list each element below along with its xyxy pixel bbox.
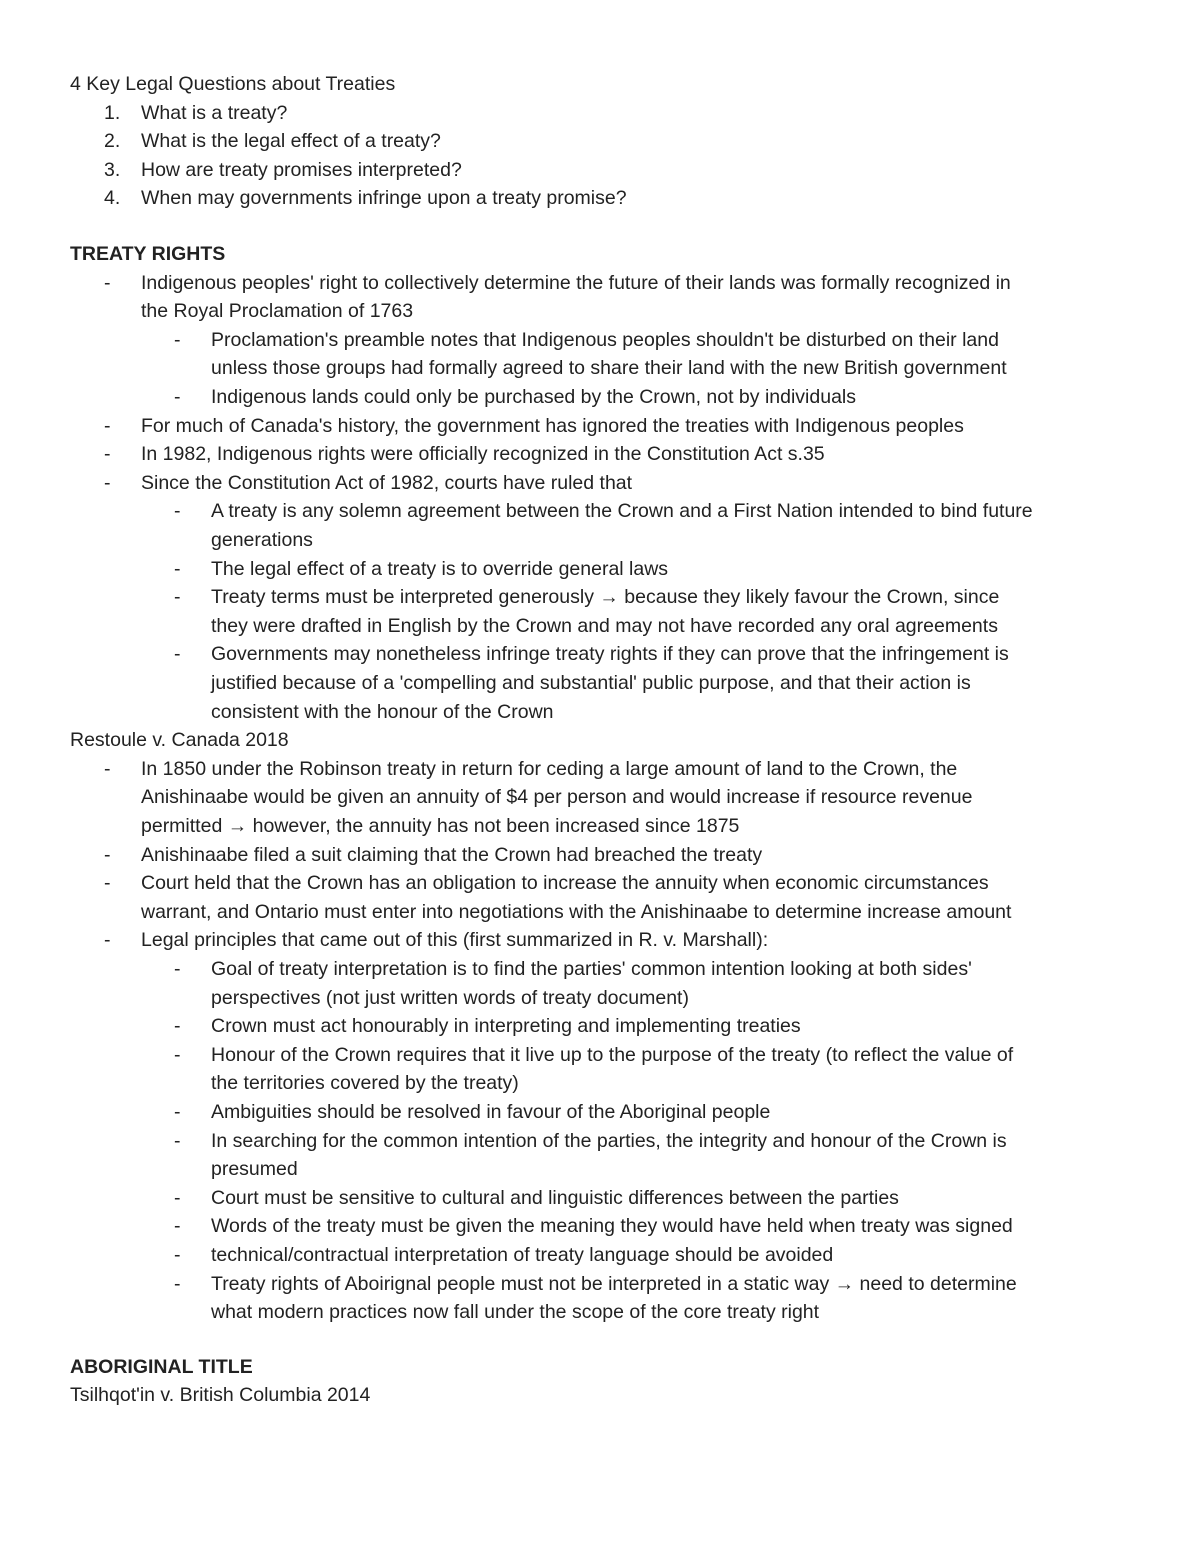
sub-bullet-dash: - [174, 643, 181, 666]
sub-bullet-dash: - [174, 1244, 181, 1266]
sub-bullet-text: A treaty is any solemn agreement between the Crown and a First Nation intended to bind future [211, 500, 1033, 523]
case-heading-tsilhqotin: Tsilhqot'in v. British Columbia 2014 [70, 1384, 371, 1407]
sub-bullet-text: presumed [211, 1158, 298, 1181]
sub-bullet-dash: - [174, 386, 181, 408]
list-number: 1. [104, 101, 121, 124]
sub-bullet-dash: - [174, 1015, 181, 1038]
bullet-text: Since the Constitution Act of 1982, courts have ruled that [141, 471, 633, 494]
sub-bullet-text: Ambiguities should be resolved in favour of the Aboriginal people [211, 1101, 771, 1123]
bullet-text: In 1982, Indigenous rights were officially recognized in the Constitution Act s.35 [141, 443, 825, 466]
bullet-text: For much of Canada's history, the government has ignored the treaties with Indigenous peoples [141, 414, 964, 437]
sub-bullet-text: Words of the treaty must be given the meaning they would have held when treaty was signed [211, 1215, 1013, 1238]
sub-bullet-dash: - [174, 1215, 181, 1238]
question-text: When may governments infringe upon a treaty promise? [141, 187, 627, 210]
bullet-text: warrant, and Ontario must enter into negotiations with the Anishinaabe to determine increase amount [141, 900, 1012, 923]
bullet-dash: - [104, 843, 111, 866]
bullet-text: permitted → however, the annuity has not been increased since 1875 [141, 815, 740, 837]
sub-bullet-dash: - [174, 328, 181, 351]
sub-bullet-text: consistent with the honour of the Crown [211, 700, 554, 723]
sub-bullet-dash: - [174, 1101, 181, 1123]
bullet-dash: - [104, 443, 111, 466]
question-text: What is a treaty? [141, 101, 288, 124]
section-heading-treaty-rights: TREATY RIGHTS [70, 243, 226, 265]
question-text: How are treaty promises interpreted? [141, 158, 462, 181]
sub-bullet-dash: - [174, 557, 181, 580]
sub-bullet-text: they were drafted in English by the Crown and may not have recorded any oral agreements [211, 614, 998, 637]
section-heading-aboriginal-title: ABORIGINAL TITLE [70, 1355, 253, 1378]
sub-bullet-dash: - [174, 586, 181, 609]
bullet-text: Anishinaabe would be given an annuity of $4 per person and would increase if resource revenue [141, 786, 973, 809]
bullet-dash: - [104, 872, 111, 895]
sub-bullet-dash: - [174, 1129, 181, 1152]
sub-bullet-text: Court must be sensitive to cultural and linguistic differences between the parties [211, 1186, 899, 1209]
sub-bullet-text: the territories covered by the treaty) [211, 1072, 519, 1095]
bullet-text: Court held that the Crown has an obligation to increase the annuity when economic circumstances [141, 872, 989, 895]
sub-bullet-text: technical/contractual interpretation of treaty language should be avoided [211, 1244, 834, 1266]
bullet-text: Indigenous peoples' right to collectively determine the future of their lands was formally recognized in [141, 271, 1011, 294]
bullet-dash: - [104, 414, 111, 437]
sub-bullet-text: what modern practices now fall under the scope of the core treaty right [211, 1301, 820, 1324]
sub-bullet-text: Indigenous lands could only be purchased by the Crown, not by individuals [211, 386, 856, 408]
bullet-dash: - [104, 471, 111, 494]
sub-bullet-dash: - [174, 958, 181, 980]
sub-bullet-text: justified because of a 'compelling and substantial' public purpose, and that their action is [211, 672, 971, 694]
list-number: 2. [104, 130, 121, 153]
sub-bullet-dash: - [174, 1272, 181, 1295]
list-number: 3. [104, 158, 121, 181]
question-text: What is the legal effect of a treaty? [141, 130, 441, 153]
sub-bullet-dash: - [174, 1043, 181, 1066]
bullet-text: Legal principles that came out of this (first summarized in R. v. Marshall): [141, 929, 769, 952]
bullet-dash: - [104, 929, 111, 952]
document-title: 4 Key Legal Questions about Treaties [70, 73, 396, 95]
sub-bullet-text: In searching for the common intention of the parties, the integrity and honour of the Crown is [211, 1129, 1007, 1152]
sub-bullet-text: Honour of the Crown requires that it live up to the purpose of the treaty (to reflect the value of [211, 1043, 1014, 1066]
list-number: 4. [104, 187, 121, 210]
sub-bullet-text: Goal of treaty interpretation is to find the parties' common intention looking at both sides' [211, 958, 972, 980]
sub-bullet-dash: - [174, 1186, 181, 1209]
sub-bullet-text: Treaty terms must be interpreted generously → because they likely favour the Crown, since [211, 586, 1000, 609]
bullet-dash: - [104, 757, 111, 780]
case-heading-restoule: Restoule v. Canada 2018 [70, 729, 289, 752]
bullet-text: Anishinaabe filed a suit claiming that the Crown had breached the treaty [141, 843, 763, 866]
bullet-dash: - [104, 271, 111, 294]
bullet-text: In 1850 under the Robinson treaty in return for ceding a large amount of land to the Crown, the [141, 757, 958, 780]
sub-bullet-text: Crown must act honourably in interpreting and implementing treaties [211, 1015, 801, 1038]
sub-bullet-text: The legal effect of a treaty is to override general laws [211, 557, 669, 580]
sub-bullet-text: perspectives (not just written words of treaty document) [211, 986, 689, 1009]
sub-bullet-text: Governments may nonetheless infringe treaty rights if they can prove that the infringement is [211, 643, 1009, 666]
sub-bullet-text: Proclamation's preamble notes that Indigenous peoples shouldn't be disturbed on their land [211, 328, 999, 351]
bullet-text: the Royal Proclamation of 1763 [141, 300, 414, 323]
sub-bullet-text: Treaty rights of Aboirignal people must not be interpreted in a static way → need to determine [211, 1272, 1017, 1295]
sub-bullet-dash: - [174, 500, 181, 523]
sub-bullet-text: unless those groups had formally agreed to share their land with the new British government [211, 357, 1007, 380]
sub-bullet-text: generations [211, 529, 313, 551]
